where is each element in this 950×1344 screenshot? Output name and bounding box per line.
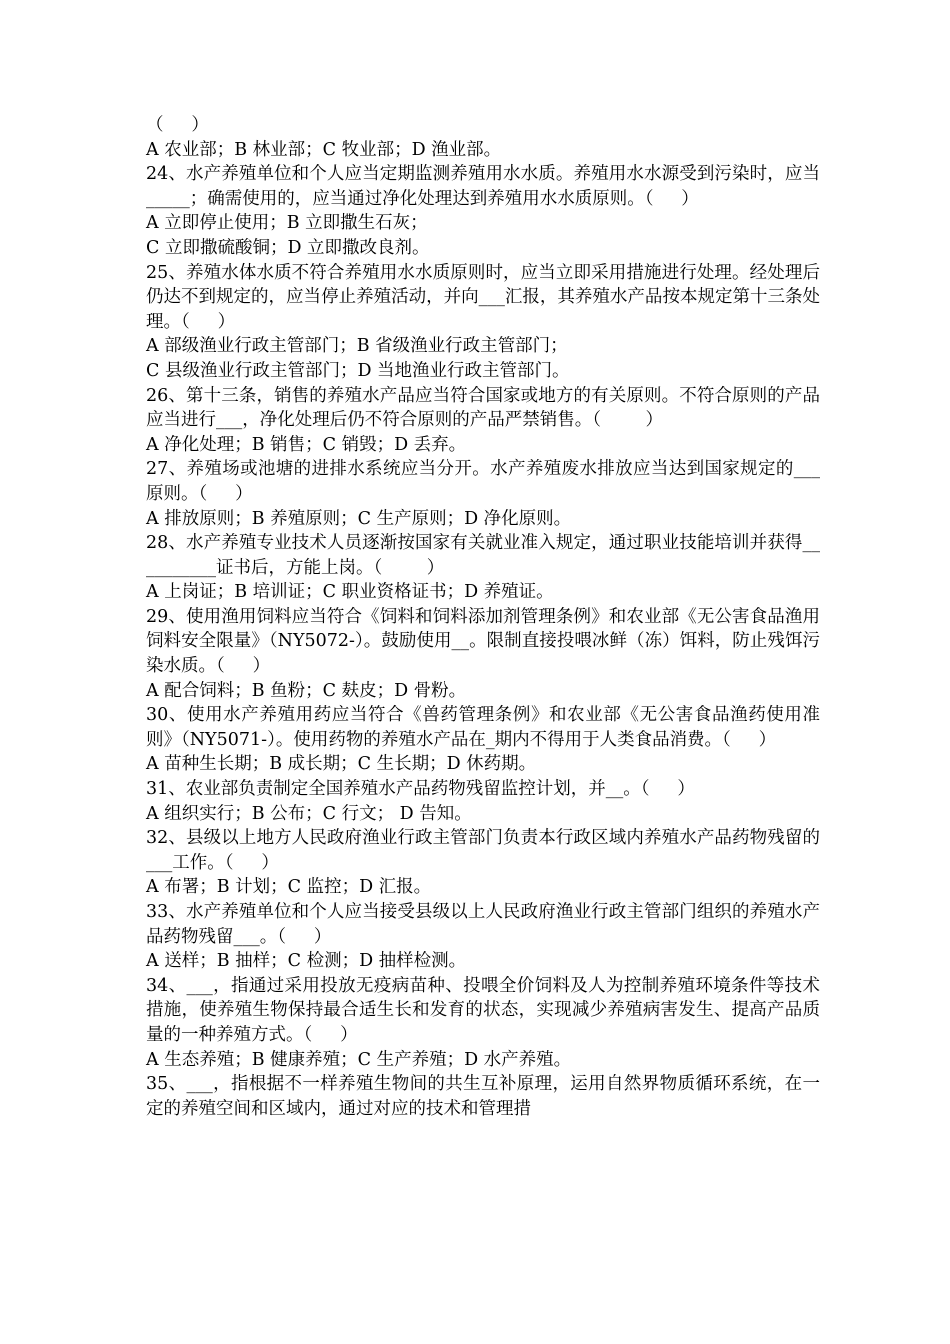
answer-options-q28: A 上岗证；B 培训证；C 职业资格证书；D 养殖证。 (146, 582, 554, 603)
question-34: 34、___，指通过采用投放无疫病苗种、投喂全价饲料及人为控制养殖环境条件等技术措施，使养殖生物保持最合适生长和发育的状态，实现减少养殖病害发生、提高产品质量的一种养殖方式。（ ） (146, 975, 820, 1045)
answer-options-q29: A 配合饲料；B 鱼粉；C 麸皮；D 骨粉。 (146, 680, 467, 701)
question-28: 28、水产养殖专业技术人员逐渐按国家有关就业准入规定，通过职业技能培训并获得__________证书后，方能上岗。（ ） (146, 533, 820, 578)
answer-options-q25-line2: C 县级渔业行政主管部门；D 当地渔业行政主管部门。 (146, 360, 570, 381)
answer-options-q31: A 组织实行；B 公布；C 行文； D 告知。 (146, 803, 472, 824)
question-35: 35、___，指根据不一样养殖生物间的共生互补原理，运用自然界物质循环系统，在一定的养殖空间和区域内，通过对应的技术和管理措 (146, 1074, 820, 1119)
answer-options-q24-line1: A 立即停止使用；B 立即撒生石灰； (146, 213, 428, 234)
question-31: 31、农业部负责制定全国养殖水产品药物残留监控计划，并__。（ ） (146, 779, 695, 800)
question-30: 30、使用水产养殖用药应当符合《兽药管理条例》和农业部《无公害食品渔药使用准则》（NY5071-）。使用药物的养殖水产品在_期内不得用于人类食品消费。（ ） (146, 705, 820, 750)
answer-options-q32: A 布署；B 计划；C 监控；D 汇报。 (146, 877, 432, 898)
answer-options-q26: A 净化处理；B 销售；C 销毁；D 丢弃。 (146, 434, 467, 455)
text-line: （ ） (146, 115, 209, 135)
answer-options-q33: A 送样；B 抽样；C 检测；D 抽样检测。 (146, 951, 467, 972)
question-32: 32、县级以上地方人民政府渔业行政主管部门负责本行政区域内养殖水产品药物残留的___工作。（ ） (146, 828, 820, 873)
question-27: 27、养殖场或池塘的进排水系统应当分开。水产养殖废水排放应当达到国家规定的___原则。（ ） (146, 459, 820, 504)
question-24: 24、水产养殖单位和个人应当定期监测养殖用水水质。养殖用水水源受到污染时，应当 _____；确需使用的，应当通过净化处理达到养殖用水水质原则。（ ） (146, 164, 826, 209)
answer-options-q24-line2: C 立即撒硫酸铜；D 立即撒改良剂。 (146, 237, 430, 258)
question-26: 26、第十三条，销售的养殖水产品应当符合国家或地方的有关原则。不符合原则的产品应当进行___，净化处理后仍不符合原则的产品严禁销售。（ ） (146, 385, 820, 431)
answer-options-q30: A 苗种生长期；B 成长期；C 生长期；D 休药期。 (146, 754, 537, 775)
answer-options-q34: A 生态养殖；B 健康养殖；C 生产养殖；D 水产养殖。 (146, 1049, 572, 1070)
answer-options-q27: A 排放原则；B 养殖原则；C 生产原则；D 净化原则。 (146, 508, 572, 529)
question-33: 33、水产养殖单位和个人应当接受县级以上人民政府渔业行政主管部门组织的养殖水产品药物残留___。（ ） (146, 902, 820, 947)
question-25: 25、养殖水体水质不符合养殖用水水质原则时，应当立即采用措施进行处理。经处理后仍达不到规定的，应当停止养殖活动，并向___汇报，其养殖水产品按本规定第十三条处理。（ ） (146, 262, 820, 332)
question-29: 29、使用渔用饲料应当符合《饲料和饲料添加剂管理条例》和农业部《无公害食品渔用饲料安全限量》（NY5072-）。鼓励使用__。限制直接投喂冰鲜（冻）饵料，防止残饵污染水质。（ ） (146, 606, 820, 677)
answer-options-q25-line1: A 部级渔业行政主管部门；B 省级渔业行政主管部门； (146, 336, 568, 357)
document-page (146, 113, 826, 1121)
answer-options-q23: A 农业部；B 林业部；C 牧业部；D 渔业部。 (146, 139, 502, 160)
